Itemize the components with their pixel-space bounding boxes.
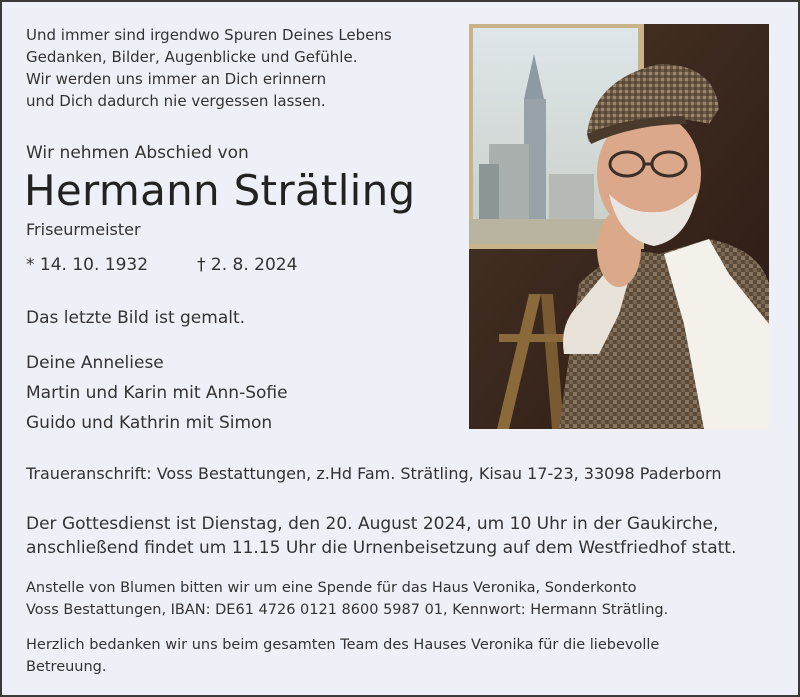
birth-date: * 14. 10. 1932 <box>26 255 149 275</box>
poem-line: Wir werden uns immer an Dich erinnern <box>26 70 327 88</box>
thanks-note <box>26 634 659 678</box>
mourners-list <box>26 348 288 438</box>
profession: Friseurmeister <box>26 220 141 239</box>
mourner: Guido und Kathrin mit Simon <box>26 413 273 433</box>
portrait-photo <box>469 24 769 429</box>
service-info <box>26 512 736 560</box>
portrait-illustration <box>469 24 769 429</box>
last-picture-line: Das letzte Bild ist gemalt. <box>26 308 246 328</box>
thanks-line: Herzlich bedanken wir uns beim gesamten Team des Hauses Veronika für die liebevolle <box>26 637 660 653</box>
death-date: † 2. 8. 2024 <box>197 255 298 275</box>
service-line: anschließend findet um 11.15 Uhr die Urnenbeisetzung auf dem Westfriedhof statt. <box>26 538 737 558</box>
poem-line: und Dich dadurch nie vergessen lassen. <box>26 92 326 110</box>
poem-line: Und immer sind irgendwo Spuren Deines Lebens <box>26 26 392 44</box>
donation-info <box>26 577 668 621</box>
farewell-intro: Wir nehmen Abschied von <box>26 143 249 163</box>
poem-line: Gedanken, Bilder, Augenblicke und Gefühle. <box>26 48 358 66</box>
mourner: Martin und Karin mit Ann-Sofie <box>26 383 288 403</box>
mourner: Deine Anneliese <box>26 353 164 373</box>
donation-line: Voss Bestattungen, IBAN: DE61 4726 0121 8600 5987 01, Kennwort: Hermann Strätling. <box>26 602 669 618</box>
poem <box>26 24 446 112</box>
service-line: Der Gottesdienst ist Dienstag, den 20. August 2024, um 10 Uhr in der Gaukirche, <box>26 514 719 534</box>
donation-line: Anstelle von Blumen bitten wir um eine Spende für das Haus Veronika, Sonderkonto <box>26 580 637 596</box>
deceased-name: Hermann Strätling <box>24 166 416 215</box>
mourning-address: Traueranschrift: Voss Bestattungen, z.Hd Fam. Strätling, Kisau 17-23, 33098 Paderborn <box>26 464 722 483</box>
thanks-line: Betreuung. <box>26 659 107 675</box>
